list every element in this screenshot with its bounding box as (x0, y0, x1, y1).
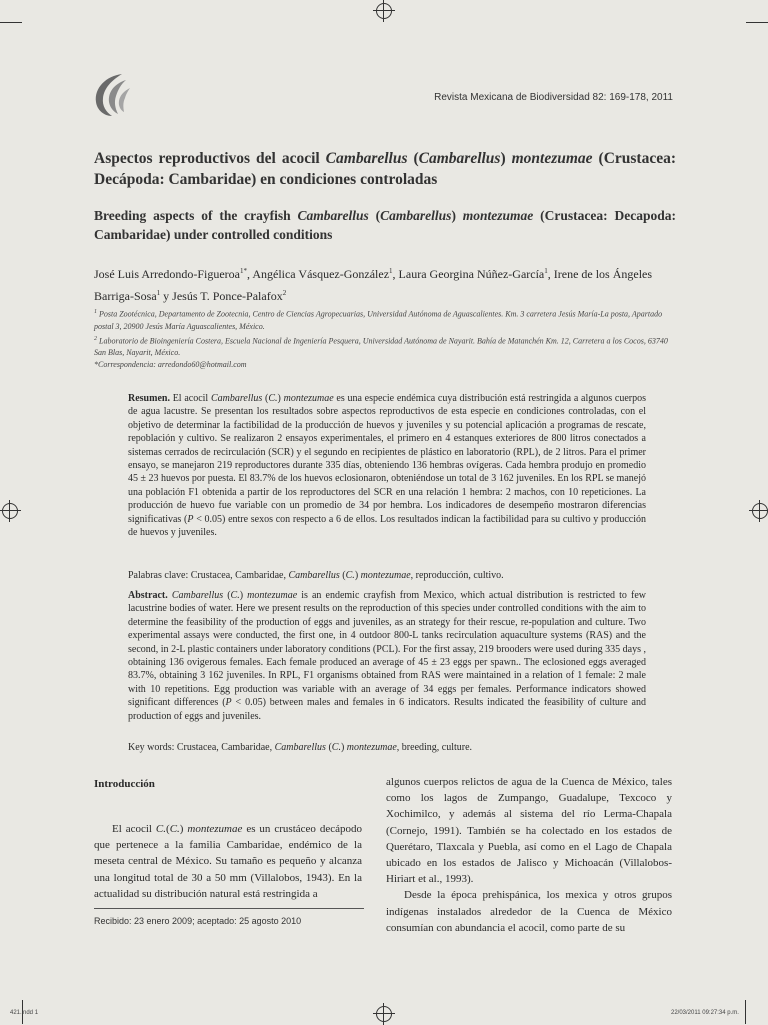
abstract-paragraph: Abstract. Cambarellus (C.) montezumae is an endemic crayfish from Mexico, which actual distribution is restricted to few lacustrine bodies of water. Here we present results on the reproduction of this species under controlled conditions with the aim to determine the feasibility of the production of eggs and juveniles, as an strategy for their rescue, re-population and culture. Two experimental assays were conducted, the first one, in 4 outdoor 800-L tanks recirculation aquaculture systems (RAS) and the second, in 2-L plastic containers under laboratory conditions (PCL). For the first assay, 219 brooders were used during 335 days , obtaining 136 ovigerous females. Each female produced an average of 45 ± 23 eggs per spawn.. The eclosioned eggs averaged 83.7%, obtaining 3 162 juveniles. In RPL, F1 organisms obtained from RAS were maintained in a relation of 1 female: 2 male with 10 repetitions. Egg production was variable with an average of 34 eggs per females. Performance indicators showed significant differences (P < 0.05) between males and females in 6 indicators. Results indicated the feasibility of culture and production of eggs and juveniles. (128, 590, 646, 722)
affiliations (94, 306, 676, 371)
registration-mark-left (2, 503, 18, 519)
registration-mark-top (376, 3, 392, 19)
crop-mark (746, 22, 768, 23)
footnote-divider (94, 908, 364, 909)
journal-citation: Revista Mexicana de Biodiversidad 82: 169-178, 2011 (434, 92, 673, 103)
correspondence: *Correspondencia: arredondo60@hotmail.com (94, 360, 247, 370)
crop-mark (745, 1000, 746, 1024)
author-list: José Luis Arredondo-Figueroa$^{1*}$, Angélica Vásquez-González$^1$, Laura Georgina Núñez-García$^1$, Irene de los Ángeles Barriga-Sosa$^1$ y Jesús T. Ponce-Palafox$^2$ (94, 267, 653, 303)
intro-right-column (386, 774, 672, 936)
palabras-clave: Palabras clave: Crustacea, Cambaridae, Cambarellus (C.) montezumae, reproducción, cultivo. (128, 570, 504, 581)
journal-logo-icon (88, 70, 138, 120)
print-timestamp: 22/03/2011 09:27:34 p.m. (671, 1010, 739, 1016)
intro-paragraph-continued: algunos cuerpos relictos de agua de la Cuenca de México, tales como los lagos de Zumpango, Guadalupe, Texcoco y Xochimilco, y además al sistema del río Lerma-Chapala (Cornejo, 1991). También se ha colectado en los estados de Querétaro, Tlaxcala y Puebla, así como en el Lago de Chapala ubicado en los estados de Jalisco y Michoacán (Villalobos-Hiriart et al., 1993). (386, 776, 672, 886)
title-spanish: Aspectos reproductivos del acocil Cambarellus (Cambarellus) montezumae (Crustacea: Decápoda: Cambaridae) en condiciones controladas (94, 150, 676, 188)
intro-left-column (94, 821, 362, 902)
key-words: Key words: Crustacea, Cambaridae, Cambarellus (C.) montezumae, breeding, culture. (128, 742, 473, 753)
received-accepted-dates: Recibido: 23 enero 2009; aceptado: 25 agosto 2010 (94, 916, 302, 926)
title-english: Breeding aspects of the crayfish Cambarellus (Cambarellus) montezumae (Crustacea: Decapoda: Cambaridae) under controlled conditions (94, 208, 677, 242)
affiliation-2: $^2$ Laboratorio de Bioingeniería Costera, Escuela Nacional de Ingeniería Pesquera, Universidad Autónoma de Nayarit. Bahía de Matanchén Km. 12, Carretera a los Cocos, 63740 San Blas, Nayarit, México. (94, 335, 668, 358)
intro-paragraph-2: Desde la época prehispánica, los mexica y otros grupos indígenas instalados alrededor de la Cuenca de México consumían con abundancia el acocil, como parte de su (386, 889, 672, 934)
resumen-paragraph: Resumen. El acocil Cambarellus (C.) montezumae es una especie endémica cuya distribución está restringida a algunos cuerpos de agua lacustre. Se presentan los resultados sobre aspectos reproductivos de esta especie en condiciones controladas, con el objetivo de determinar la factibilidad de la producción de huevos y juveniles y su potencial aplicación a programas de rescate, repoblación y cultivo. Se realizaron 2 ensayos experimentales, el primero en 4 estanques exteriores de 800 litros conectados a sistemas cerrados de recirculación (SCR) y el segundo en recipientes de plástico en laboratorio (RPL), de 2 litros. Para el primer ensayo, se manejaron 219 reproductores durante 335 días, obteniendo 136 hembras ovígeras. Cada hembra produjo en promedio 45 ± 23 huevos por puesta. El 83.7% de los huevos eclosionaron, obteniéndose un total de 3 162 juveniles. En los RPL se manejó una población F1 obtenida a partir de los reproductores del SCR en una relación 1 hembra: 2 machos, con 10 repeticiones. La producción de huevo fue variable con un promedio de 34 por hembra. Los indicadores de desempeño mostraron diferencias significativas (P < 0.05) entre sexos con respecto a 6 de ellos. Los resultados indican la factibilidad para su cultivo y producción de huevos y juveniles. (128, 393, 646, 539)
registration-mark-right (752, 503, 768, 519)
crop-mark (0, 22, 22, 23)
file-slug: 421.indd 1 (10, 1010, 39, 1016)
intro-paragraph-1: El acocil C.(C.) montezumae es un crustáceo decápodo que pertenece a la familia Cambaridae, endémico de la meseta central de México. Su tamaño es pequeño y alcanza una longitud total de 30 a 50 mm (Villalobos, 1943). En la actualidad su distribución natural está restringida a (94, 823, 362, 900)
affiliation-1: $^1$ Posta Zootécnica, Departamento de Zootecnia, Centro de Ciencias Agropecuarias, Universidad Autónoma de Aguascalientes. Km. 3 carretera Jesús María-La posta, Apartado postal 3, 20900 Jesús María Aguascalientes, México. (94, 309, 663, 331)
registration-mark-bottom (376, 1006, 392, 1022)
section-heading-introduccion: Introducción (94, 778, 155, 790)
